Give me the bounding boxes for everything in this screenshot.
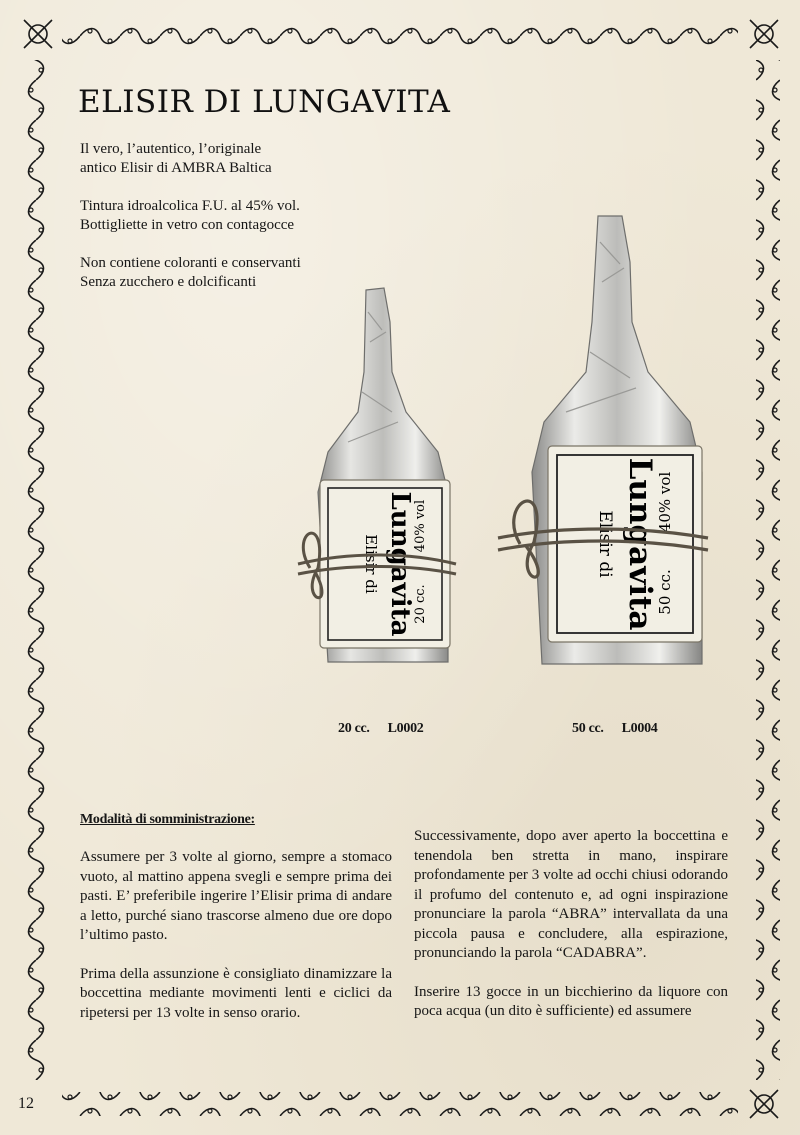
body-paragraph: Successivamente, dopo aver aperto la boccettina e tenendola ben stretta in mano, inspirare profondamente per 3 volte ad occhi chiusi odorando il profumo del contenuto e, ad ogni inspirazione pronunciare la parola “ABRA” intervallata da una piccola pausa e concludere, alla espirazione, pronunciando la parola “CADABRA”. <box>414 828 728 961</box>
top-border-vine <box>62 22 738 46</box>
caption-20cc <box>338 721 441 737</box>
section-heading: Modalità di somministrazione: <box>80 812 255 827</box>
bottom-border-vine <box>62 1092 738 1116</box>
bottle-label-line1: Elisir di <box>595 510 615 578</box>
caption-50cc <box>572 721 675 737</box>
left-border-vine <box>22 60 46 1080</box>
bottle-label-vol: 40% vol <box>656 471 674 533</box>
caption-size: 50 cc. <box>572 721 604 736</box>
intro-line: Tintura idroalcolica F.U. al 45% vol. <box>80 198 300 214</box>
intro-line: Non contiene coloranti e conservanti <box>80 255 301 271</box>
page-number: 12 <box>18 1095 34 1112</box>
intro-line: Senza zucchero e dolcificanti <box>80 274 257 290</box>
corner-flourish-icon <box>750 1090 778 1118</box>
page-title: ELISIR DI LUNGAVITA <box>78 84 451 120</box>
corner-flourish-icon <box>24 20 52 48</box>
bottle-label-line2: Lungavita <box>622 457 658 631</box>
body-paragraph: Prima della assunzione è consigliato dinamizzare la boccettina mediante movimenti lenti e ciclici da ripetersi per 13 volte in senso orario. <box>80 965 392 1021</box>
caption-size: 20 cc. <box>338 721 370 736</box>
bottle-label <box>320 480 450 648</box>
bottle-label-line1: Elisir di <box>362 534 380 594</box>
bottle-label-size: 50 cc. <box>656 569 674 615</box>
corner-flourish-icon <box>750 20 778 48</box>
text-column-right <box>414 827 728 1041</box>
intro-line: Bottigliette in vetro con contagocce <box>80 217 295 233</box>
body-paragraph: Inserire 13 gocce in un bicchierino da liquore con poca acqua (un dito è sufficiente) ed assumere <box>414 983 728 1019</box>
intro-line: Il vero, l’autentico, l’originale <box>80 141 262 157</box>
body-paragraph: Assumere per 3 volte al giorno, sempre a stomaco vuoto, al mattino appena svegli e sempre prima dei pasti. E’ preferibile ingerire l’Elisir prima di andare a letto, purché siano trascorse almeno due ore dopo l’ultimo pasto. <box>80 849 392 943</box>
bottle-20cc-image <box>288 282 468 682</box>
intro-paragraph <box>80 197 370 235</box>
bottle-50cc-image <box>490 212 720 682</box>
text-column-left <box>80 848 392 1042</box>
caption-code: L0002 <box>387 721 424 736</box>
bottle-label-line2: Lungavita <box>385 491 415 637</box>
right-border-vine <box>756 60 780 1080</box>
intro-line: antico Elisir di AMBRA Baltica <box>80 160 272 176</box>
bottle-label-size: 20 cc. <box>413 584 428 624</box>
caption-code: L0004 <box>621 721 658 736</box>
bottle-label-vol: 40% vol <box>413 499 428 553</box>
intro-paragraph <box>80 140 370 178</box>
